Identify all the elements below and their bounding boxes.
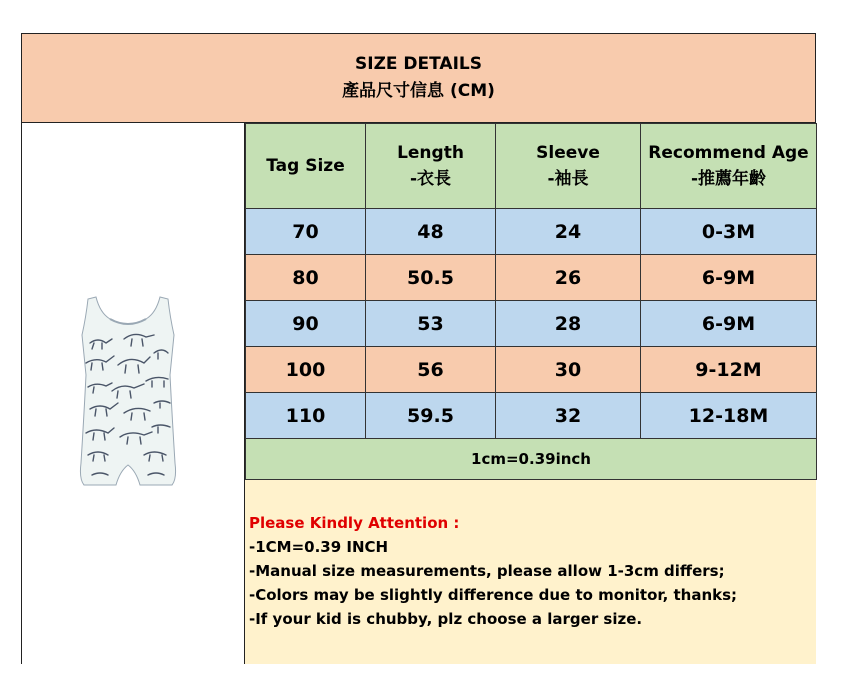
table-row (246, 209, 817, 255)
size-chart-header (22, 34, 815, 123)
sleeve-cell: 30 (496, 347, 641, 393)
length-cell: 53 (366, 301, 496, 347)
note-line: -Colors may be slightly difference due to monitor, thanks; (249, 586, 738, 604)
size-chart (21, 33, 816, 664)
note-line: -Manual size measurements, please allow 1-3cm differs; (249, 562, 725, 580)
note-line: -1CM=0.39 INCH (249, 538, 389, 556)
age-cell: 9-12M (641, 347, 817, 393)
length-cell: 48 (366, 209, 496, 255)
column-header-recommend-age: Recommend Age -推薦年齡 (641, 124, 817, 209)
length-cell: 50.5 (366, 255, 496, 301)
age-cell: 12-18M (641, 393, 817, 439)
conversion-row (246, 439, 817, 480)
column-header-sleeve: Sleeve -袖長 (496, 124, 641, 209)
sleeve-cell: 26 (496, 255, 641, 301)
tag-size-cell: 100 (246, 347, 366, 393)
sleeve-cell: 24 (496, 209, 641, 255)
sleeve-cell: 32 (496, 393, 641, 439)
conversion-note: 1cm=0.39inch (246, 439, 817, 480)
size-chart-title: SIZE DETAILS (355, 54, 482, 74)
length-cell: 56 (366, 347, 496, 393)
size-chart-subtitle: 產品尺寸信息 (CM) (342, 81, 495, 101)
tag-size-cell: 80 (246, 255, 366, 301)
age-cell: 6-9M (641, 255, 817, 301)
column-header-tag-size: Tag Size (246, 124, 366, 209)
sleeve-cell: 28 (496, 301, 641, 347)
size-table (245, 123, 817, 480)
table-row (246, 393, 817, 439)
product-image-cell (22, 123, 245, 664)
age-cell: 0-3M (641, 209, 817, 255)
table-row (246, 301, 817, 347)
size-table-header-row (246, 124, 817, 209)
attention-notes (245, 480, 816, 664)
age-cell: 6-9M (641, 301, 817, 347)
length-cell: 59.5 (366, 393, 496, 439)
dinosaur-romper-image (74, 295, 182, 489)
tag-size-cell: 110 (246, 393, 366, 439)
attention-heading: Please Kindly Attention : (249, 514, 460, 532)
table-row (246, 255, 817, 301)
table-row (246, 347, 817, 393)
tag-size-cell: 70 (246, 209, 366, 255)
column-header-length: Length -衣長 (366, 124, 496, 209)
tag-size-cell: 90 (246, 301, 366, 347)
note-line: -If your kid is chubby, plz choose a larger size. (249, 610, 643, 628)
